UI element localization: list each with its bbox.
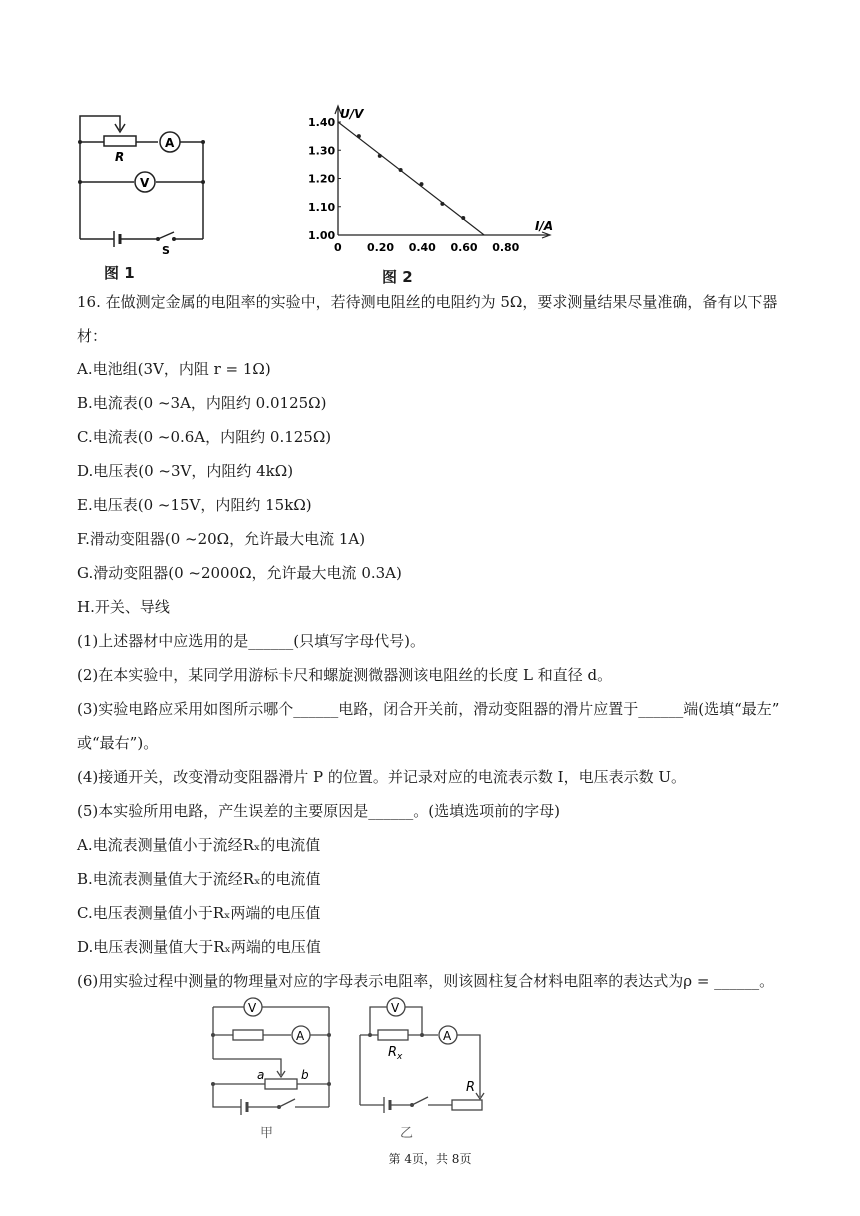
data-point xyxy=(399,168,403,172)
q5-option-c: C.电压表测量值小于Rₓ两端的电压值 xyxy=(77,904,321,922)
yi-caption: 乙 xyxy=(400,1126,414,1141)
figure-1-caption: 图 1 xyxy=(104,264,135,282)
sub-question-5: (5)本实验所用电路，产生误差的主要原因是______。(选填选项前的字母) xyxy=(77,802,560,820)
option-c: C.电流表(0 ~0.6A，内阻约 0.125Ω) xyxy=(77,428,332,446)
option-g: G.滑动变阻器(0 ~2000Ω，允许最大电流 0.3A) xyxy=(77,564,402,582)
x-tick-label: 0.20 xyxy=(366,241,395,254)
option-a: A.电池组(3V，内阻 r = 1Ω) xyxy=(77,360,271,378)
jia-label-A: A xyxy=(296,1029,305,1043)
figure-2-chart xyxy=(300,100,560,270)
data-point xyxy=(461,216,465,220)
x-tick-label: 0.60 xyxy=(450,241,478,254)
y-axis-label: U/V xyxy=(340,107,364,121)
y-tick-label: 1.40 xyxy=(308,116,336,129)
x-axis-label: I/A xyxy=(535,219,554,233)
x-tick-label: 0.40 xyxy=(408,241,436,254)
y-tick-label: 1.20 xyxy=(308,172,336,186)
q5-option-a: A.电流表测量值小于流经Rₓ的电流值 xyxy=(77,836,321,854)
option-b: B.电流表(0 ~3A，内阻约 0.0125Ω) xyxy=(77,394,327,412)
option-h: H.开关、导线 xyxy=(77,598,170,616)
page-footer: 第 4页，共 8页 xyxy=(388,1152,472,1166)
q5-option-b: B.电流表测量值大于流经Rₓ的电流值 xyxy=(77,870,321,888)
fig1-label-A: A xyxy=(165,136,175,150)
question-intro-line-1: 16. 在做测定金属的电阻率的实验中，若待测电阻丝的电阻约为 5Ω，要求测量结果尽量准确，备有以下器 xyxy=(77,293,778,311)
data-point xyxy=(420,182,424,186)
figure-2-caption: 图 2 xyxy=(382,268,413,286)
x-tick-label: 0.80 xyxy=(492,241,520,254)
yi-label-V: V xyxy=(391,1001,400,1015)
jia-label-V: V xyxy=(248,1001,257,1015)
figure-1-circuit xyxy=(70,108,220,258)
jia-caption: 甲 xyxy=(260,1126,274,1141)
circuit-jia xyxy=(205,995,350,1145)
option-f: F.滑动变阻器(0 ~20Ω，允许最大电流 1A) xyxy=(77,530,366,548)
yi-label-R: R xyxy=(466,1080,476,1095)
jia-label-b: b xyxy=(301,1068,309,1082)
y-tick-label: 1.00 xyxy=(308,229,336,242)
sub-question-2: (2)在本实验中，某同学用游标卡尺和螺旋测微器测该电阻丝的长度 L 和直径 d。 xyxy=(77,666,613,684)
yi-label-Rx xyxy=(388,1045,403,1062)
yi-label-Rx-sub: x xyxy=(397,1052,403,1062)
q5-option-d: D.电压表测量值大于Rₓ两端的电压值 xyxy=(77,938,321,956)
data-point xyxy=(357,134,361,138)
fig1-label-V: V xyxy=(140,176,150,190)
y-tick-label: 1.30 xyxy=(308,144,336,158)
sub-question-6: (6)用实验过程中测量的物理量对应的字母表示电阻率，则该圆柱复合材料电阻率的表达式为ρ = ______。 xyxy=(77,972,775,990)
sub-question-3-line-1: (3)实验电路应采用如图所示哪个______电路，闭合开关前，滑动变阻器的滑片应置于______端(选填“最左” xyxy=(77,700,780,718)
fig1-label-R: R xyxy=(115,150,125,164)
option-e: E.电压表(0 ~15V，内阻约 15kΩ) xyxy=(77,496,312,514)
data-point xyxy=(440,202,444,206)
circuit-yi xyxy=(352,995,497,1145)
data-point xyxy=(378,154,382,158)
y-tick-label: 1.10 xyxy=(308,200,336,214)
x-tick-label: 0 xyxy=(334,241,342,254)
question-intro-line-2: 材： xyxy=(77,327,108,345)
fig1-label-S: S xyxy=(162,244,170,257)
sub-question-1: (1)上述器材中应选用的是______(只填写字母代号)。 xyxy=(77,632,425,650)
yi-label-A: A xyxy=(443,1029,452,1043)
option-d: D.电压表(0 ~3V，内阻约 4kΩ) xyxy=(77,462,294,480)
sub-question-4: (4)接通开关，改变滑动变阻器滑片 P 的位置。并记录对应的电流表示数 I，电压表示数 U。 xyxy=(77,768,686,786)
sub-question-3-line-2: 或“最右”)。 xyxy=(77,734,159,752)
jia-label-a: a xyxy=(257,1068,265,1082)
yi-label-Rx-main: R xyxy=(388,1045,398,1060)
